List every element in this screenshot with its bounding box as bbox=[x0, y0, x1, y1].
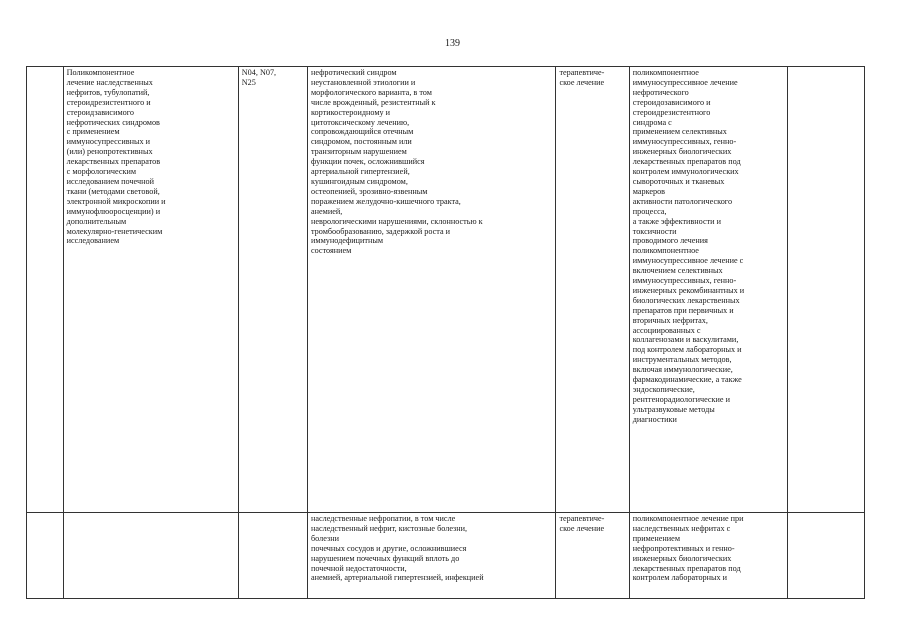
cell-line: маркеров bbox=[632, 186, 666, 196]
diagnosis-cell bbox=[308, 67, 556, 513]
cell-line: остеопенией, эрозивно-язвенным bbox=[311, 186, 428, 196]
cell-line: наследственный нефрит, кистозные болезни, bbox=[311, 523, 468, 533]
cell-line: под контролем лабораторных и bbox=[632, 345, 742, 355]
cell-line: иммуносупрессивное лечение bbox=[632, 77, 738, 87]
cell-line: поликомпонентное лечение при bbox=[632, 514, 744, 523]
diagnosis-cell bbox=[308, 513, 556, 599]
cell-line: сывороточных и тканевых bbox=[632, 176, 725, 186]
cell-line: анемией, артериальной гипертензией, инфекцией bbox=[311, 573, 484, 583]
cell-line: инструментальных методов, bbox=[632, 355, 732, 365]
cell-line: стероидрезистентного bbox=[632, 107, 711, 117]
cell-line: наследственные нефропатии, в том числе bbox=[311, 514, 456, 523]
cell-line: инженерных рекомбинантных и bbox=[632, 285, 745, 295]
extra-cell bbox=[787, 513, 864, 599]
cell-line: включая иммунологические, bbox=[632, 365, 733, 375]
cell-line: эндоскопические, bbox=[632, 385, 695, 394]
cell-line: дополнительным bbox=[66, 216, 127, 226]
cell-line: молекулярно-генетическим bbox=[66, 226, 163, 236]
treatment-type-cell bbox=[556, 67, 629, 513]
cell-line: тромбообразованию, задержкой роста и bbox=[311, 226, 451, 236]
cell-line: с морфологическим bbox=[66, 167, 137, 177]
cell-line: состоянием bbox=[311, 246, 352, 256]
cell-line: ское лечение bbox=[559, 523, 605, 533]
cell-line: инженерных биологических bbox=[632, 147, 732, 157]
cell-line: фармакодинамические, а также bbox=[632, 375, 742, 385]
cell-line: применением селективных bbox=[632, 127, 727, 137]
cell-line: почечной недостаточности, bbox=[311, 563, 407, 573]
cell-line: иммуносупрессивных, генно- bbox=[632, 276, 737, 286]
cell-line: активности патологического bbox=[632, 196, 733, 206]
cell-line: нефротический синдром bbox=[311, 68, 397, 77]
cell-line: числе врожденный, резистентный к bbox=[311, 97, 436, 107]
cell-line: стероидозависимого и bbox=[632, 97, 711, 107]
cell-line: а также эффективности и bbox=[632, 216, 721, 226]
cell-line: лекарственных препаратов под bbox=[632, 157, 741, 167]
cell-line: биологических лекарственных bbox=[632, 295, 740, 305]
cell-line: препаратов при первичных и bbox=[632, 305, 734, 315]
cell-line: иммунофлюоросценции) и bbox=[66, 206, 161, 216]
cell-line: лекарственных препаратов под bbox=[632, 563, 741, 573]
cell-line: наследственных нефритах с bbox=[632, 523, 731, 533]
table-row bbox=[27, 67, 865, 513]
cell-line: ультразвуковые методы bbox=[632, 404, 715, 414]
cell-line: применением bbox=[632, 533, 681, 543]
cell-line: транзиторным нарушением bbox=[311, 147, 407, 157]
cell-line: нефритов, тубулопатий, bbox=[66, 87, 150, 97]
cell-line: токсичности bbox=[632, 226, 677, 236]
index-cell bbox=[27, 67, 64, 513]
cell-line: сопровождающийся отечным bbox=[311, 127, 414, 137]
cell-line: нефротических синдромов bbox=[66, 117, 160, 127]
cell-line: анемией, bbox=[311, 206, 343, 216]
cell-line: вторичных нефритах, bbox=[632, 315, 708, 325]
cell-line: функции почек, осложнившийся bbox=[311, 157, 425, 167]
cell-line: нарушением почечных функций вплоть до bbox=[311, 553, 460, 563]
cell-line: коллагенозами и васкулитами, bbox=[632, 335, 739, 345]
cell-line: иммуносупрессивных, генно- bbox=[632, 137, 737, 147]
cell-line: контролем лабораторных и bbox=[632, 573, 728, 583]
cell-line: болезни bbox=[311, 533, 339, 543]
cell-line: контролем иммунологических bbox=[632, 167, 739, 177]
cell-line: стероидзависимого bbox=[66, 107, 134, 117]
cell-line: кортикостероидному и bbox=[311, 107, 391, 117]
cell-line: неврологическими нарушениями, склонностью к bbox=[311, 216, 483, 226]
cell-line: процесса, bbox=[632, 206, 667, 216]
cell-line: морфологического варианта, в том bbox=[311, 87, 432, 97]
treatment-type-cell bbox=[556, 513, 629, 599]
cell-line: проводимого лечения bbox=[632, 236, 708, 246]
procedures-table bbox=[26, 66, 865, 599]
procedure-name-cell bbox=[63, 513, 238, 599]
cell-line: рентгенорадиологические и bbox=[632, 394, 730, 404]
cell-line: исследованием bbox=[66, 236, 120, 246]
cell-line: включением селективных bbox=[632, 266, 723, 276]
index-cell bbox=[27, 513, 64, 599]
cell-line: стероидрезистентного и bbox=[66, 97, 151, 107]
cell-line: артериальной гипертензией, bbox=[311, 167, 410, 177]
cell-line: ткани (методами световой, bbox=[66, 186, 160, 196]
cell-line: кушингоидным синдромом, bbox=[311, 176, 408, 186]
cell-line: терапевтиче- bbox=[559, 68, 605, 77]
cell-line: синдромом, постоянным или bbox=[311, 137, 412, 147]
cell-line: синдрома с bbox=[632, 117, 672, 127]
treatment-method-cell bbox=[629, 67, 787, 513]
cell-line: нефротического bbox=[632, 87, 689, 97]
cell-line: лекарственных препаратов bbox=[66, 157, 161, 167]
cell-line: нефропротективных и генно- bbox=[632, 543, 735, 553]
cell-line: исследованием почечной bbox=[66, 176, 154, 186]
icd-codes-cell bbox=[238, 67, 307, 513]
cell-line: электронной микроскопии и bbox=[66, 196, 166, 206]
cell-line: ассоциированных с bbox=[632, 325, 701, 335]
procedure-name-cell bbox=[63, 67, 238, 513]
cell-line: иммунодефицитным bbox=[311, 236, 384, 246]
cell-line: с применением bbox=[66, 127, 120, 137]
treatment-method-cell bbox=[629, 513, 787, 599]
cell-line: N25 bbox=[241, 77, 256, 87]
cell-line: (или) ренопротективных bbox=[66, 147, 153, 157]
cell-line: иммуносупрессивных и bbox=[66, 137, 151, 147]
cell-line: почечных сосудов и другие, осложнившиеся bbox=[311, 543, 467, 553]
cell-line: цитотоксическому лечению, bbox=[311, 117, 410, 127]
cell-line: Поликомпонентное bbox=[66, 68, 135, 77]
cell-line: неустановленной этиологии и bbox=[311, 77, 416, 87]
cell-line: терапевтиче- bbox=[559, 514, 605, 523]
cell-line: поликомпонентное bbox=[632, 246, 699, 256]
cell-line: ское лечение bbox=[559, 77, 605, 87]
cell-line: поликомпонентное bbox=[632, 68, 699, 77]
cell-line: поражением желудочно-кишечного тракта, bbox=[311, 196, 461, 206]
table-row bbox=[27, 513, 865, 599]
page-number: 139 bbox=[445, 38, 460, 49]
cell-line: лечение наследственных bbox=[66, 77, 153, 87]
extra-cell bbox=[787, 67, 864, 513]
cell-line: диагностики bbox=[632, 414, 677, 424]
cell-line: иммуносупрессивное лечение с bbox=[632, 256, 744, 266]
cell-line: N04, N07, bbox=[241, 68, 277, 77]
icd-codes-cell bbox=[238, 513, 307, 599]
cell-line: инженерных биологических bbox=[632, 553, 732, 563]
